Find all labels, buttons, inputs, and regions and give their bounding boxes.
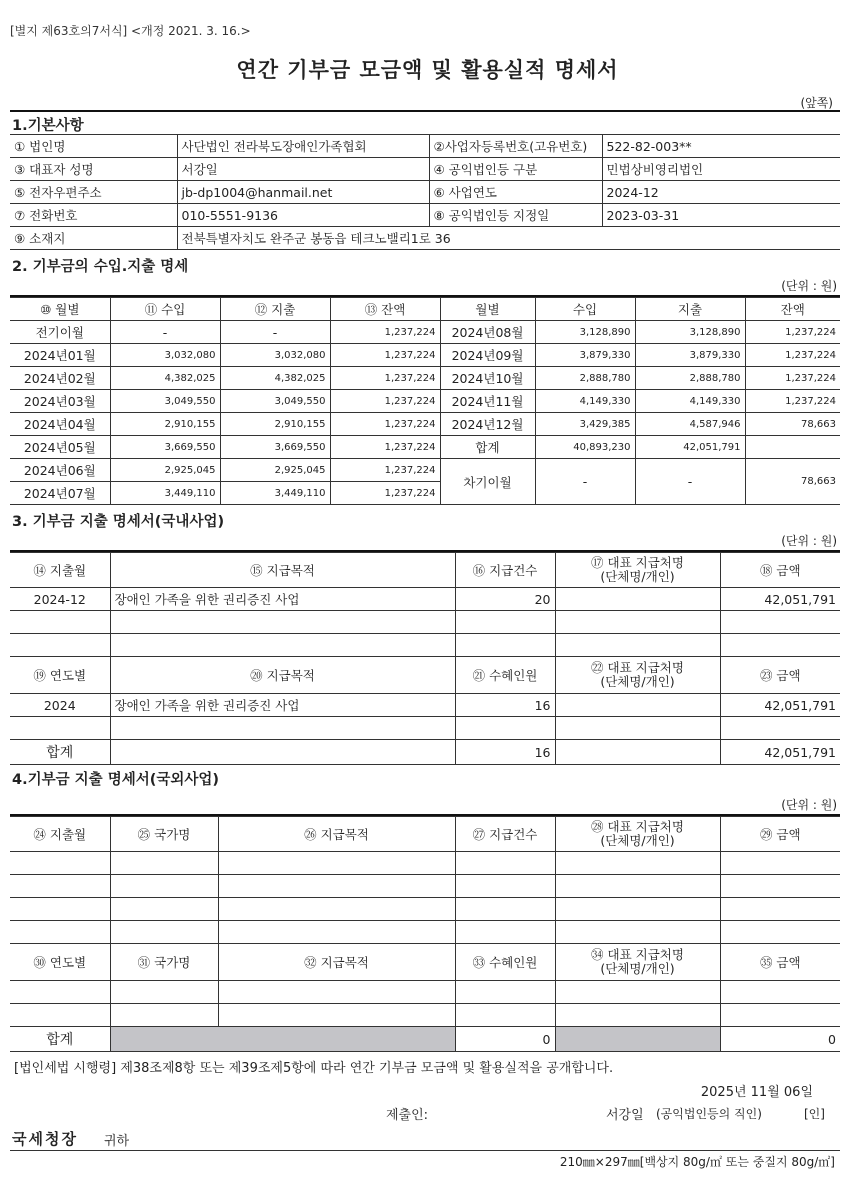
section-4-title: 4.기부금 지출 명세서(국외사업) [12,772,220,788]
col-header: ⑳ 지급목적 [110,657,455,694]
cell-total-amount: 42,051,791 [720,740,840,765]
cell-balance: 1,237,224 [330,436,440,459]
table-row [10,204,840,227]
submitter-role: (공익법인등의 직인) [656,1107,762,1121]
col-header-line: ㉞ 대표 지급처명 [591,947,684,962]
section-1-title: 1.기본사항 [12,118,84,134]
total-row [10,1027,840,1052]
cell-balance: 1,237,224 [745,321,840,344]
overseas-expense-table [10,816,840,1052]
col-header: ⑭ 지출월 [10,553,110,588]
cell-total-expense: 42,051,791 [635,436,745,459]
col-header: 잔액 [745,298,840,321]
cell-income: 3,032,080 [110,344,220,367]
table-header-row [10,944,840,981]
col-header: 수입 [535,298,635,321]
col-header-line: (단체명/개인) [600,674,675,689]
cell-expense: 3,128,890 [635,321,745,344]
col-header: ㉖ 지급목적 [218,817,455,852]
col-header: ⑫ 지출 [220,298,330,321]
submitter-name: 서강일 [606,1108,644,1123]
cell-expense: 3,049,550 [220,390,330,413]
table-row [10,588,840,611]
page-side-label: (앞쪽) [800,96,833,110]
value-address: 전북특별자치도 완주군 봉동읍 테크노밸리1로 36 [177,227,840,250]
col-header: ⑲ 연도별 [10,657,110,694]
cell-total-income: 40,893,230 [535,436,635,459]
table-row [10,1004,840,1027]
table-row [10,344,840,367]
table-row [10,413,840,436]
cell-balance: 78,663 [745,413,840,436]
cell-total-balance [745,436,840,459]
cell-month: 2024년06월 [10,459,110,482]
col-header-line: ㉘ 대표 지급처명 [591,819,684,834]
col-header-line: ㉒ 대표 지급처명 [591,660,684,675]
table-row [10,321,840,344]
cell-shaded [110,1027,455,1052]
value-corp-name: 사단법인 전라북도장애인가족협회 [177,135,429,158]
value-phone: 010-5551-9136 [177,204,429,227]
col-header: 월별 [440,298,535,321]
cell-balance: 1,237,224 [330,390,440,413]
col-header [555,817,720,852]
seal-mark: [인] [804,1107,825,1121]
basic-info-table [10,134,840,250]
table-row [10,390,840,413]
income-expense-table [10,297,840,505]
label-designation-date: ⑧ 공익법인등 지정일 [429,204,602,227]
cell-month: 2024년09월 [440,344,535,367]
col-header: ⑩ 월별 [10,298,110,321]
col-header: ㉜ 지급목적 [218,944,455,981]
cell-carry-expense: - [635,459,745,505]
col-header: ⑪ 수입 [110,298,220,321]
cell-carry-income: - [535,459,635,505]
table-header-row [10,657,840,694]
cell-total-beneficiaries: 0 [455,1027,555,1052]
table-row [10,921,840,944]
cell-count: 20 [455,588,555,611]
cell-income: 2,910,155 [110,413,220,436]
col-header [555,657,720,694]
cell-beneficiaries: 16 [455,694,555,717]
submission-date: 2025년 11월 06일 [700,1085,813,1100]
col-header: ⑮ 지급목적 [110,553,455,588]
cell-total-label: 합계 [440,436,535,459]
cell-income: 3,669,550 [110,436,220,459]
col-header: ㉙ 금액 [720,817,840,852]
table-row [10,898,840,921]
col-header [555,944,720,981]
col-header-line: ⑰ 대표 지급처명 [591,555,684,570]
value-rep-name: 서강일 [177,158,429,181]
cell-expense: 2,925,045 [220,459,330,482]
cell-balance: 1,237,224 [745,390,840,413]
cell-month: 2024년04월 [10,413,110,436]
cell-total-label: 합계 [10,740,110,765]
value-fiscal-year: 2024-12 [602,181,840,204]
cell-income: 4,149,330 [535,390,635,413]
cell-expense: 2,910,155 [220,413,330,436]
cell-balance: 1,237,224 [330,344,440,367]
section-divider [10,110,840,112]
cell-year: 2024 [10,694,110,717]
table-header-row [10,298,840,321]
col-header: ⑱ 금액 [720,553,840,588]
cell-month: 2024년10월 [440,367,535,390]
label-biz-number: ②사업자등록번호(고유번호) [429,135,602,158]
cell-income: 2,925,045 [110,459,220,482]
col-header-line: (단체명/개인) [600,833,675,848]
cell-amount: 42,051,791 [720,588,840,611]
table-row [10,611,840,634]
table-row [10,181,840,204]
table-row [10,367,840,390]
cell-expense: 3,032,080 [220,344,330,367]
cell-income: 4,382,025 [110,367,220,390]
col-header: ㉔ 지출월 [10,817,110,852]
cell-income: 3,128,890 [535,321,635,344]
cell-income: 3,449,110 [110,482,220,505]
col-header-line: (단체명/개인) [600,569,675,584]
cell-month: 2024년02월 [10,367,110,390]
col-header: ⑯ 지급건수 [455,553,555,588]
cell-month: 2024년12월 [440,413,535,436]
label-rep-name: ③ 대표자 성명 [10,158,177,181]
col-header: ㉛ 국가명 [110,944,218,981]
col-header: ㉝ 수혜인원 [455,944,555,981]
col-header: ㉓ 금액 [720,657,840,694]
cell-balance: 1,237,224 [330,367,440,390]
cell-balance: 1,237,224 [745,344,840,367]
recipient-suffix: 귀하 [104,1134,130,1149]
page-title: 연간 기부금 모금액 및 활용실적 명세서 [236,58,619,82]
cell-income: - [110,321,220,344]
cell-expense: 4,382,025 [220,367,330,390]
cell-income: 2,888,780 [535,367,635,390]
cell-purpose: 장애인 가족을 위한 권리증진 사업 [110,694,455,717]
unit-label: (단위 : 원) [781,279,837,293]
cell-expense: - [220,321,330,344]
cell-purpose: 장애인 가족을 위한 권리증진 사업 [110,588,455,611]
submitter-label: 제출인: [386,1108,429,1123]
cell-month: 2024년05월 [10,436,110,459]
cell-income: 3,429,385 [535,413,635,436]
value-designation-date: 2023-03-31 [602,204,840,227]
table-row [10,459,840,482]
section-3-title: 3. 기부금 지출 명세서(국내사업) [12,514,225,530]
table-row [10,981,840,1004]
cell-carry-balance: 78,663 [745,459,840,505]
cell-month: 전기이월 [10,321,110,344]
cell-payee [555,694,720,717]
col-header: ㉕ 국가명 [110,817,218,852]
cell-payee [555,588,720,611]
col-header: ㉚ 연도별 [10,944,110,981]
col-header: ⑬ 잔액 [330,298,440,321]
label-address: ⑨ 소재지 [10,227,177,250]
value-biz-number: 522-82-003** [602,135,840,158]
value-email: jb-dp1004@hanmail.net [177,181,429,204]
col-header [555,553,720,588]
cell-month: 2024년08월 [440,321,535,344]
cell-balance: 1,237,224 [330,459,440,482]
cell-month: 2024년03월 [10,390,110,413]
cell-expense: 3,879,330 [635,344,745,367]
label-phone: ⑦ 전화번호 [10,204,177,227]
cell-month: 2024년01월 [10,344,110,367]
table-header-row [10,817,840,852]
footer-divider [10,1150,840,1151]
cell-balance: 1,237,224 [330,413,440,436]
cell-total-amount: 0 [720,1027,840,1052]
domestic-expense-table [10,552,840,765]
cell-carry-label: 차기이월 [440,459,535,505]
label-corp-name: ① 법인명 [10,135,177,158]
cell-expense: 2,888,780 [635,367,745,390]
col-header: ㉟ 금액 [720,944,840,981]
col-header: ㉑ 수혜인원 [455,657,555,694]
table-row [10,436,840,459]
cell-income: 3,049,550 [110,390,220,413]
cell-total-label: 합계 [10,1027,110,1052]
cell-expense: 3,449,110 [220,482,330,505]
cell-shaded [555,1027,720,1052]
table-row [10,694,840,717]
table-row [10,717,840,740]
paper-spec: 210㎜×297㎜[백상지 80g/㎡ 또는 중질지 80g/㎡] [559,1155,835,1169]
cell-expense: 4,149,330 [635,390,745,413]
recipient: 국세청장 [12,1130,78,1148]
table-row [10,634,840,657]
form-reference: [별지 제63호의7서식] <개정 2021. 3. 16.> [10,24,251,38]
total-row [10,740,840,765]
cell-amount: 42,051,791 [720,694,840,717]
value-corp-type: 민법상비영리법인 [602,158,840,181]
cell-total-beneficiaries: 16 [455,740,555,765]
cell-month: 2024년07월 [10,482,110,505]
table-header-row [10,553,840,588]
cell-month: 2024-12 [10,588,110,611]
table-row [10,875,840,898]
legal-statement: [법인세법 시행령] 제38조제8항 또는 제39조제5항에 따라 연간 기부금 모금액 및 활용실적을 공개합니다. [14,1061,614,1076]
col-header: 지출 [635,298,745,321]
cell-balance: 1,237,224 [330,321,440,344]
label-email: ⑤ 전자우편주소 [10,181,177,204]
table-row [10,135,840,158]
cell-balance: 1,237,224 [745,367,840,390]
cell-income: 3,879,330 [535,344,635,367]
label-corp-type: ④ 공익법인등 구분 [429,158,602,181]
section-2-title: 2. 기부금의 수입.지출 명세 [12,259,189,275]
table-row [10,158,840,181]
cell-balance: 1,237,224 [330,482,440,505]
col-header: ㉗ 지급건수 [455,817,555,852]
unit-label: (단위 : 원) [781,534,837,548]
cell-expense: 3,669,550 [220,436,330,459]
col-header-line: (단체명/개인) [600,961,675,976]
table-row [10,852,840,875]
label-fiscal-year: ⑥ 사업연도 [429,181,602,204]
cell-expense: 4,587,946 [635,413,745,436]
table-row [10,227,840,250]
unit-label: (단위 : 원) [781,798,837,812]
cell-month: 2024년11월 [440,390,535,413]
